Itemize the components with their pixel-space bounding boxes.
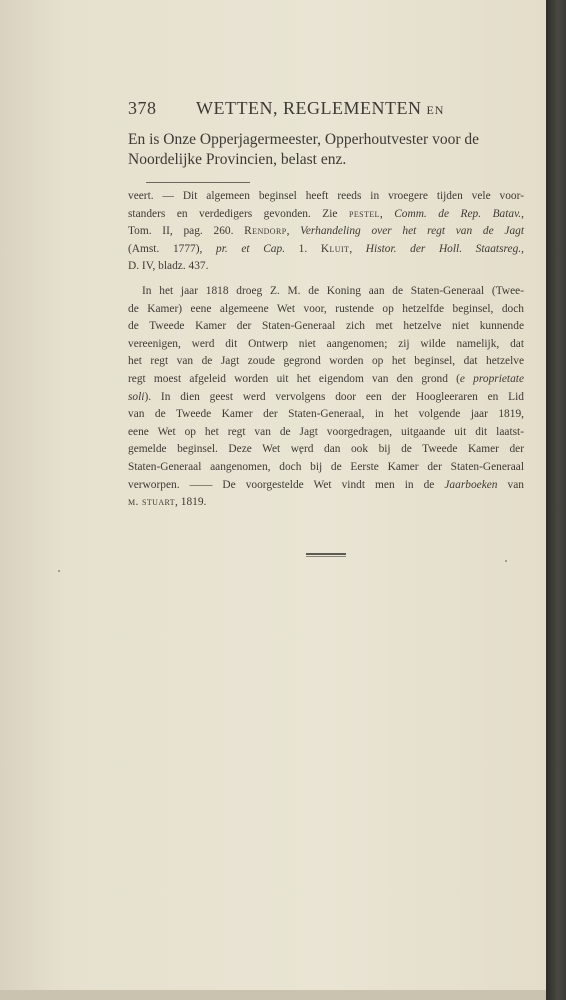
text-segment: standers en verdedigers gevonden. Zie <box>128 207 349 220</box>
text-segment: In het jaar 1818 droeg Z. M. de Koning aan de Staten-Generaal (Twee- <box>142 285 524 297</box>
page-number: 378 <box>128 98 157 118</box>
footnote-separator <box>146 182 250 183</box>
text-segment: van <box>497 478 524 491</box>
text-segment: vereenigen, werd dit Ontwerp niet aangenomen; zij wilde namelijk, dat <box>128 337 524 350</box>
small-caps-text: Kluit <box>320 242 350 255</box>
footnote-line <box>128 443 524 455</box>
italic-text: Histor. der Holl. Staatsreg. <box>365 242 522 255</box>
footnote-line <box>128 496 524 508</box>
small-caps-text: Rendorp <box>244 225 287 238</box>
text-segment: , 1819. <box>175 496 207 509</box>
small-caps-text: m. stuart <box>128 496 176 509</box>
small-caps-text: pestel <box>348 207 380 220</box>
text-segment: 1. <box>285 242 321 255</box>
text-segment: Staten-Generaal aangenomen, doch bij de Eerste Kamer der Staten-Generaal <box>128 461 524 473</box>
book-spine-shadow <box>546 0 566 1000</box>
text-segment: , <box>521 207 524 220</box>
text-segment: eene Wet op het regt van de Jagt voorgedragen, uitgaande uit dit laatst- <box>128 425 524 438</box>
text-segment: het regt van de Jagt zoude gegrond worden op het beginsel, dat hetzelve <box>128 355 524 368</box>
footnote-line <box>128 461 524 473</box>
footnote-line <box>128 243 524 255</box>
footnote-line <box>128 479 524 491</box>
text-segment: (Amst. 1777), <box>128 242 217 255</box>
text-segment: , <box>286 225 301 238</box>
italic-text: Jaarboeken <box>444 478 498 491</box>
footnote-line <box>128 355 524 367</box>
text-segment: , <box>521 242 524 255</box>
footnote-line <box>128 190 524 202</box>
text-segment: ). In dien geest werd vervolgens door een der Hoogleeraren en Lid <box>144 390 524 403</box>
footnote-line <box>128 208 524 220</box>
running-title-suffix: EN <box>426 103 445 117</box>
italic-text: Verhandeling over het regt van de Jagt <box>300 225 524 238</box>
text-segment: de Kamer) eene algemeene Wet voor, rustende op hetzelfde beginsel, doch <box>128 302 524 315</box>
running-title: WETTEN, REGLEMENTEN <box>196 98 422 118</box>
footnote-line <box>128 408 524 420</box>
intro-line-1: En is Onze Opperjagermeester, Opperhoutvester voor de <box>128 131 480 148</box>
paper-speck <box>58 570 60 572</box>
page-bottom-edge <box>0 990 546 1000</box>
footnote-line <box>128 426 524 438</box>
footnote-line <box>128 225 524 237</box>
footnote-line <box>128 320 524 332</box>
text-segment: , <box>379 207 395 220</box>
italic-text: Comm. de Rep. Batav. <box>394 207 522 220</box>
intro-line-2: Noordelijke Provincien, belast enz. <box>128 151 347 168</box>
text-segment: de Tweede Kamer der Staten-Generaal zich met hetzelve niet kunnende <box>128 320 524 333</box>
italic-text: pr. et Cap. <box>216 242 286 255</box>
footnote-line <box>128 391 524 403</box>
italic-text: soli <box>128 390 145 403</box>
footnote-line <box>128 260 524 272</box>
text-segment: , <box>349 242 366 255</box>
footnote-line <box>128 338 524 350</box>
footnote-line <box>128 303 524 315</box>
text-segment: gemelde beginsel. Deze Wet werd dan ook bij de Tweede Kamer der <box>128 443 524 456</box>
running-header <box>128 98 458 119</box>
text-segment: veert. — Dit algemeen beginsel heeft reeds in vroegere tijden vele voor- <box>128 190 524 202</box>
text-segment: Tom. II, pag. 260. <box>128 225 245 238</box>
text-segment: D. IV, bladz. 437. <box>128 260 209 273</box>
text-segment: van de Tweede Kamer der Staten-Generaal, in het volgende jaar 1819, <box>128 408 524 421</box>
end-ornament <box>306 553 346 555</box>
paper-speck <box>505 560 507 562</box>
text-segment: verworpen. —— De voorgestelde Wet vindt men in de <box>128 478 445 491</box>
footnote-line <box>142 285 524 297</box>
italic-text: e proprietate <box>459 373 524 385</box>
text-segment: regt moest afgeleid worden uit het eigendom van den grond ( <box>128 373 460 385</box>
footnote-line <box>128 373 524 385</box>
